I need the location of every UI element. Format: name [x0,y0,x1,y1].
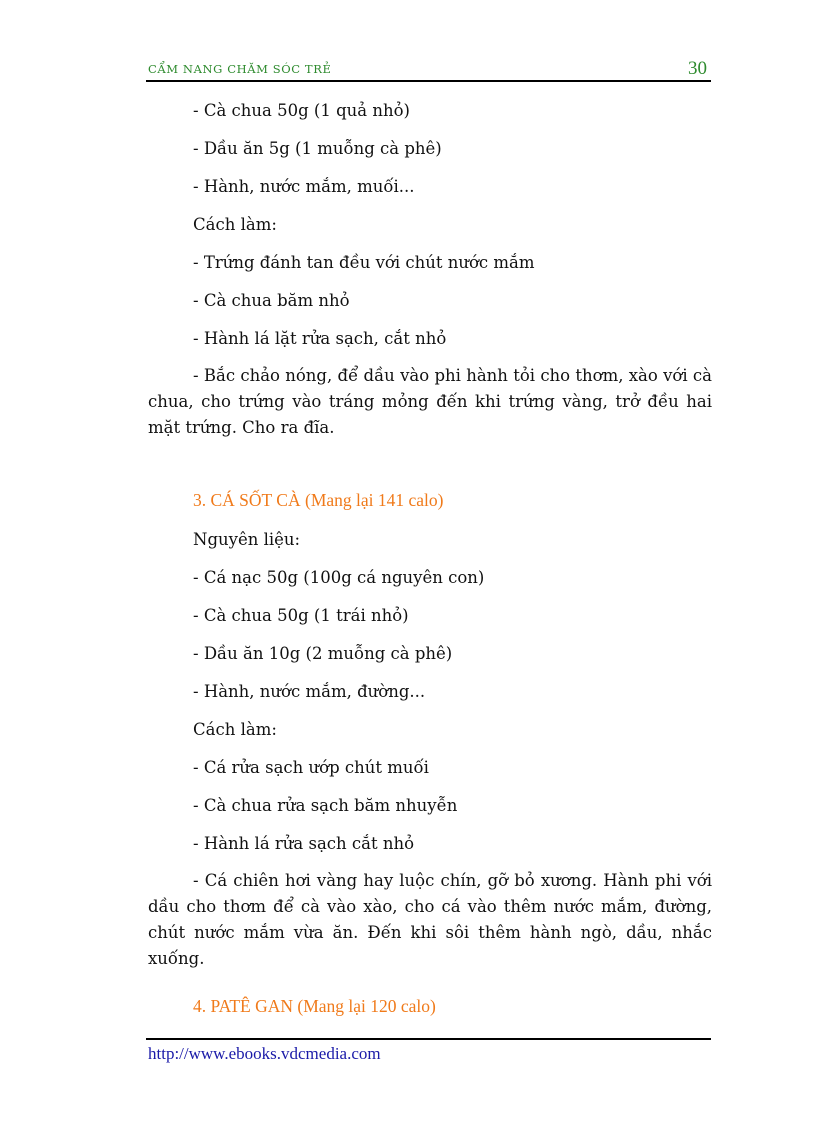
ingredient-line: - Cà chua 50g (1 trái nhỏ) [193,606,409,625]
method-step: - Cà chua rửa sạch băm nhuyễn [193,796,458,815]
method-step: - Cà chua băm nhỏ [193,291,350,310]
section-heading: 4. PATÊ GAN (Mang lại 120 calo) [193,996,436,1016]
page-number: 30 [688,58,707,79]
ingredient-line: - Hành, nước mắm, đường... [193,682,426,701]
section-heading: 3. CÁ SỐT CÀ (Mang lại 141 calo) [193,490,444,510]
footer-url-link[interactable]: http://www.ebooks.vdcmedia.com [148,1044,381,1063]
ingredient-line: - Cà chua 50g (1 quả nhỏ) [193,101,410,120]
method-step: - Trứng đánh tan đều với chút nước mắm [193,253,535,272]
method-step: - Cá rửa sạch ướp chút muối [193,758,429,777]
header-divider [146,80,711,82]
method-label: Cách làm: [193,720,277,739]
method-step: - Hành lá rửa sạch cắt nhỏ [193,834,415,853]
method-step: - Hành lá lặt rửa sạch, cắt nhỏ [193,329,447,348]
method-paragraph: - Bắc chảo nóng, để dầu vào phi hành tỏi cho thơm, xào với cà chua, cho trứng vào tráng mỏng đến khi trứng vàng, trở đều hai mặt trứng. Cho ra đĩa. [148,366,712,437]
running-header-title: CẨM NANG CHĂM SÓC TRẺ [148,62,332,76]
ingredient-line: - Dầu ăn 5g (1 muỗng cà phê) [193,139,442,158]
ingredient-line: - Cá nạc 50g (100g cá nguyên con) [193,568,485,587]
method-paragraph: - Cá chiên hơi vàng hay luộc chín, gỡ bỏ xương. Hành phi với dầu cho thơm để cà vào xào, cho cá vào thêm nước mắm, đường, chút nước mắm vừa ăn. Đến khi sôi thêm hành ngò, dầu, nhắc xuống. [148,871,712,968]
ingredient-line: - Dầu ăn 10g (2 muỗng cà phê) [193,644,453,663]
ingredient-line: - Hành, nước mắm, muối... [193,177,415,196]
method-label: Cách làm: [193,215,277,234]
footer-divider [146,1038,711,1040]
ingredients-label: Nguyên liệu: [193,530,301,549]
